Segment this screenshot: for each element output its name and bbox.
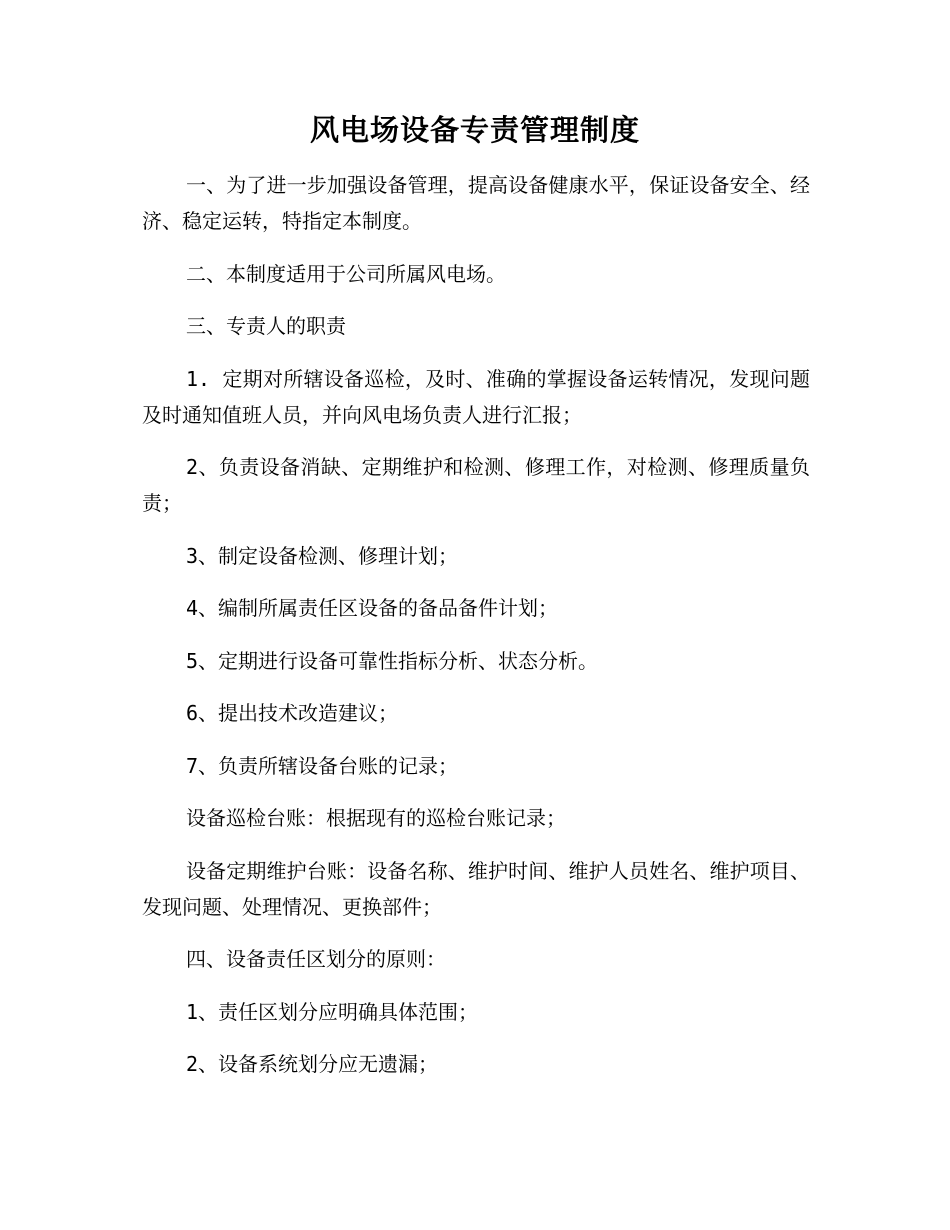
paragraph-4: 1. 定期对所辖设备巡检，及时、准确的掌握设备运转情况，发现问题及时通知值班人员，并向风电场负责人进行汇报；: [142, 366, 810, 427]
paragraph-12: 设备定期维护台账：设备名称、维护时间、维护人员姓名、维护项目、发现问题、处理情况、更换部件；: [142, 858, 810, 919]
paragraph-10: 7、负责所辖设备台账的记录；: [186, 753, 459, 778]
paragraph-2: 二、本制度适用于公司所属风电场。: [186, 261, 506, 286]
document-title: 风电场设备专责管理制度: [309, 113, 640, 147]
paragraph-8: 5、定期进行设备可靠性指标分析、状态分析。: [186, 648, 599, 673]
paragraph-1: 一、为了进一步加强设备管理，提高设备健康水平，保证设备安全、经济、稳定运转，特指定本制度。: [142, 173, 810, 233]
paragraph-6: 3、制定设备检测、修理计划；: [186, 543, 459, 568]
paragraph-7: 4、编制所属责任区设备的备品备件计划；: [186, 596, 559, 620]
paragraph-3: 三、专责人的职责: [186, 314, 346, 338]
document-body: [142, 167, 810, 1099]
paragraph-14: 1、责任区划分应明确具体范围；: [186, 999, 479, 1024]
paragraph-15: 2、设备系统划分应无遗漏；: [186, 1052, 439, 1076]
paragraph-13: 四、设备责任区划分的原则：: [186, 947, 446, 971]
paragraph-9: 6、提出技术改造建议；: [186, 701, 399, 725]
paragraph-5: 2、负责设备消缺、定期维护和检测、修理工作，对检测、修理质量负责；: [142, 455, 810, 515]
paragraph-11: 设备巡检台账：根据现有的巡检台账记录；: [186, 806, 566, 830]
